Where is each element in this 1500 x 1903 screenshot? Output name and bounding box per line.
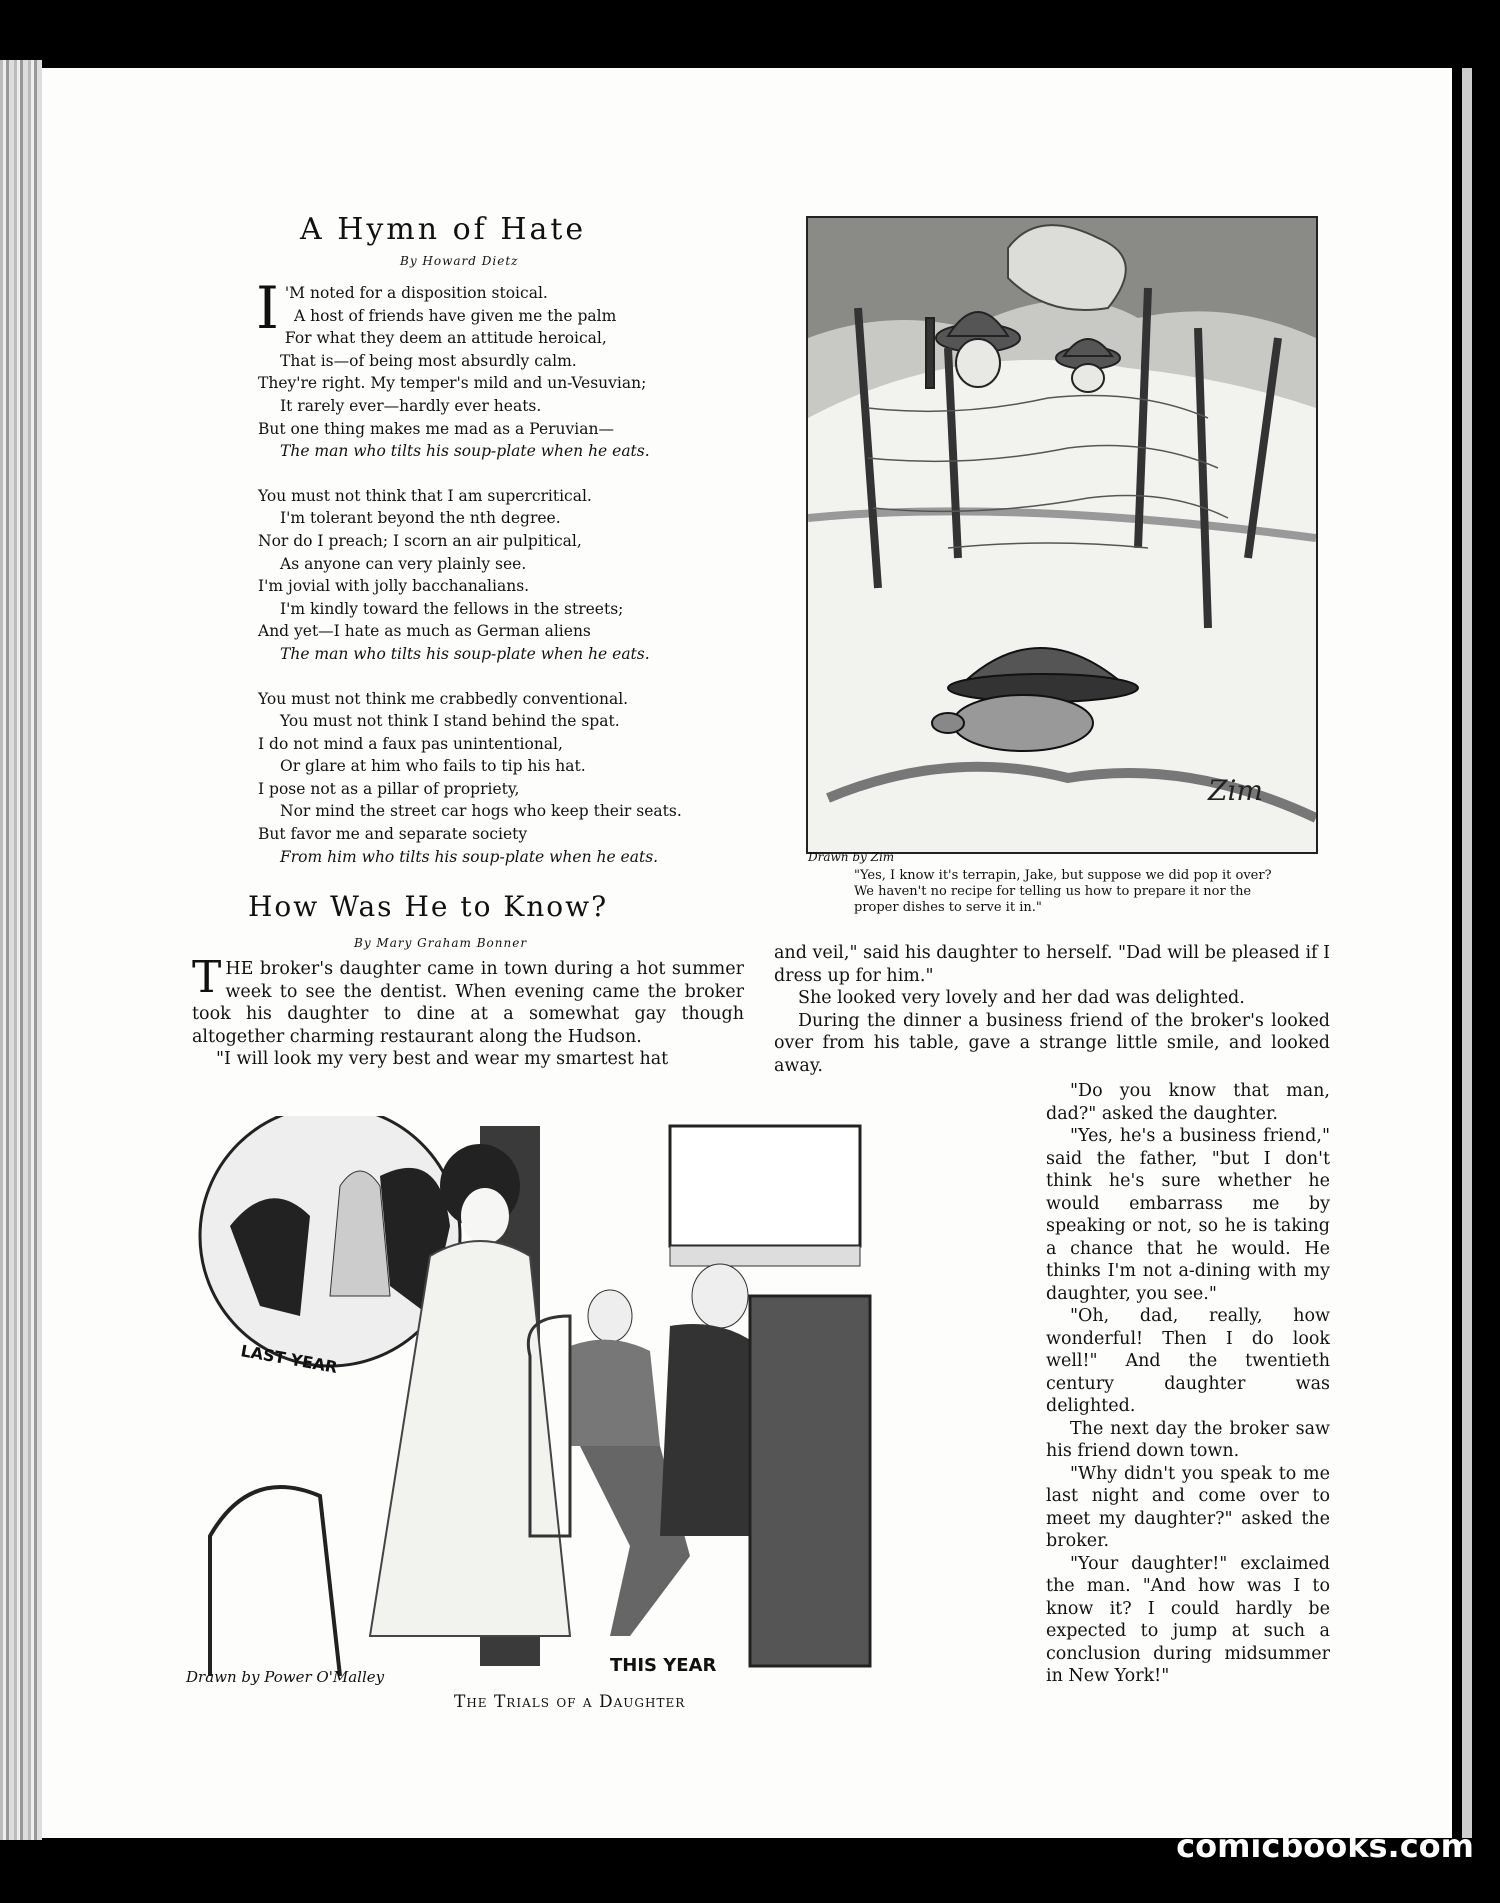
drop-cap: T [192,952,222,1003]
poem-line: That is—of being most absurdly calm. [280,351,577,370]
father-seated [660,1264,870,1666]
story-paragraph: "I will look my very best and wear my smartest hat [216,1049,669,1069]
story-paragraph: During the dinner a business friend of the broker's looked over from his table, gave a strange little smile, and looked away. [774,1010,1330,1076]
story-paragraph: HE broker's daughter came in town during a hot summer week to see the dentist. When evening came the broker took his daughter to dine at a somewhat gay though altogether charming restaurant along the Hudson. [192,959,744,1047]
svg-text:Zim: Zim [1208,774,1263,807]
poem-line: Nor mind the street car hogs who keep their seats. [280,802,682,821]
poem-line: I'm jovial with jolly bacchanalians. [258,577,530,596]
story-paragraph: She looked very lovely and her dad was delighted. [798,988,1245,1008]
story-paragraph: "Yes, he's a business friend," said the father, "but I don't think he's sure whether he would embarrass me by speaking or not, so he is taking a chance that he would. He thinks I'm not a-dining with my daughter, you see." [1046,1126,1330,1304]
watermark: comicbooks.com [1176,1827,1474,1865]
poem-title: A Hymn of Hate [300,212,587,247]
story-paragraph: The next day the broker saw his friend down town. [1046,1418,1330,1461]
poem-line: But one thing makes me mad as a Peruvian— [258,419,614,438]
drop-cap: I [256,274,279,342]
poem-line: I do not mind a faux pas unintentional, [258,734,563,753]
poem-line: The man who tilts his soup-plate when he eats. [280,442,650,461]
poem-line: From him who tilts his soup-plate when he eats. [280,847,659,866]
illustration1-caption: "Yes, I know it's terrapin, Jake, but suppose we did pop it over? We haven't no recipe for telling us how to prepare it nor the proper dishes to serve it in." [854,868,1272,915]
illustration2-credit: Drawn by Power O'Malley [186,1668,385,1686]
poem-line: It rarely ever—hardly ever heats. [280,396,542,415]
story-column-1 [192,952,744,1071]
poem-body [256,274,738,890]
poem-line: 'M noted for a disposition stoical. [284,284,548,302]
poem-line: I'm tolerant beyond the nth degree. [280,509,561,528]
poem-line: And yet—I hate as much as German aliens [258,622,591,641]
poem-line: But favor me and separate society [258,825,528,844]
story-paragraph: "Oh, dad, really, how wonderful! Then I do look well!" And the twentieth century daughter was delighted. [1046,1306,1330,1416]
poem-line: You must not think I stand behind the spat. [280,712,620,731]
illustration-trials-of-a-daughter [190,1116,1010,1676]
story-paragraph: "Your daughter!" exclaimed the man. "And how was I to know it? I could hardly be expected to jump at such a conclusion during midsummer in New York!" [1046,1553,1330,1686]
illustration2-caption: The Trials of a Daughter [454,1692,686,1712]
book-spine [0,60,42,1840]
label-last-year: LAST YEAR [239,1341,339,1377]
illustration-trench-terrapin [806,216,1318,854]
story-paragraph: "Do you know that man, dad?" asked the daughter. [1046,1081,1330,1124]
story-byline: By Mary Graham Bonner [354,936,528,950]
poem-line: The man who tilts his soup-plate when he eats. [280,644,650,663]
poem-stanza [258,485,738,666]
story-paragraph: "Why didn't you speak to me last night and come over to meet my daughter?" asked the broker. [1046,1463,1330,1551]
poem-line: A host of friends have given me the palm [294,306,617,325]
poem-line: I pose not as a pillar of propriety, [258,779,520,798]
poem-line: I'm kindly toward the fellows in the streets; [280,599,624,618]
poem-line: For what they deem an attitude heroical, [284,329,607,348]
page-edge [1462,68,1472,1838]
poem-line: They're right. My temper's mild and un-Vesuvian; [258,374,647,393]
poem-byline: By Howard Dietz [400,254,519,268]
label-this-year: THIS YEAR [610,1655,717,1676]
story-column-2 [774,942,1330,1077]
poem-line: You must not think me crabbedly conventional. [258,689,629,708]
poem-line: As anyone can very plainly see. [280,554,527,573]
chair-left [210,1487,340,1676]
story-paragraph: and veil," said his daughter to herself. "Dad will be pleased if I dress up for him." [774,943,1330,986]
poem-stanza [258,688,738,869]
poem-line: You must not think that I am supercritical. [258,486,592,505]
poem-stanza [256,274,738,463]
story-column-3 [1046,1080,1330,1688]
poem-line: Or glare at him who fails to tip his hat. [280,757,586,776]
story-title: How Was He to Know? [248,890,609,923]
poem-line: Nor do I preach; I scorn an air pulpitical, [258,531,582,550]
illustration1-credit: Drawn by Zim [808,850,895,864]
